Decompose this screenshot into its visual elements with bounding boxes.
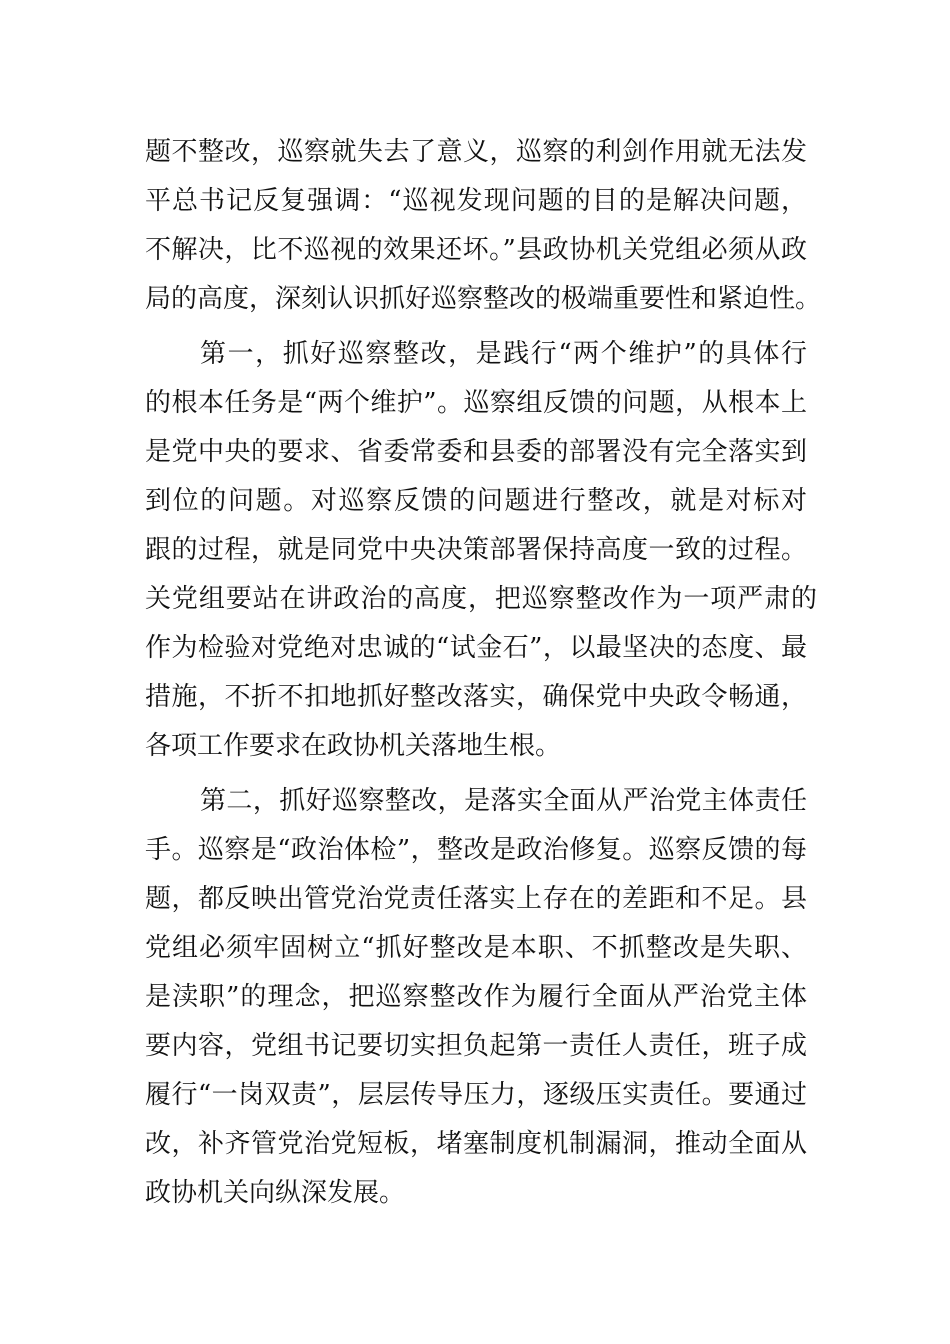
text-line: 履行“一岗双责”，层层传导压力，逐级压实责任。要通过 [145,1080,807,1110]
paragraph-second-point [145,777,807,1218]
text-line: 题，都反映出管党治党责任落实上存在的差距和不足。县 [145,884,807,914]
text-line: 党组必须牢固树立“抓好整改是本职、不抓整改是失职、 [145,933,807,963]
text-line: 政协机关向纵深发展。 [145,1178,406,1208]
text-line: 题不整改，巡察就失去了意义，巡察的利剑作用就无法发 [145,137,807,167]
text-line: 改，补齐管党治党短板，堵塞制度机制漏洞，推动全面从 [145,1129,807,1159]
text-line: 措施，不折不扣地抓好整改落实，确保党中央政令畅通， [145,682,807,712]
text-line: 平总书记反复强调：“巡视发现问题的目的是解决问题， [145,186,807,216]
text-line: 局的高度，深刻认识抓好巡察整改的极端重要性和紧迫性。 [145,284,822,314]
text-line: 跟的过程，就是同党中央决策部署保持高度一致的过程。 [145,535,807,565]
document-page [145,128,822,1224]
paragraph-first-point [145,330,817,771]
text-line: 手。巡察是“政治体检”，整改是政治修复。巡察反馈的每 [145,835,807,865]
paragraph-conclusion [145,128,822,324]
text-line: 关党组要站在讲政治的高度，把巡察整改作为一项严肃的 [145,584,817,614]
text-line: 第二，抓好巡察整改，是落实全面从严治党主体责任 [200,786,807,816]
text-line: 第一，抓好巡察整改，是践行“两个维护”的具体行 [200,339,807,369]
text-line: 到位的问题。对巡察反馈的问题进行整改，就是对标对 [145,486,807,516]
text-line: 的根本任务是“两个维护”。巡察组反馈的问题，从根本上 [145,388,807,418]
text-line: 各项工作要求在政协机关落地生根。 [145,731,562,761]
text-line: 不解决，比不巡视的效果还坏。”县政协机关党组必须从政 [145,235,807,265]
text-line: 作为检验对党绝对忠诚的“试金石”，以最坚决的态度、最 [145,633,807,663]
text-line: 是渎职”的理念，把巡察整改作为履行全面从严治党主体 [145,982,807,1012]
text-line: 要内容，党组书记要切实担负起第一责任人责任，班子成 [145,1031,807,1061]
text-line: 是党中央的要求、省委常委和县委的部署没有完全落实到 [145,437,807,467]
